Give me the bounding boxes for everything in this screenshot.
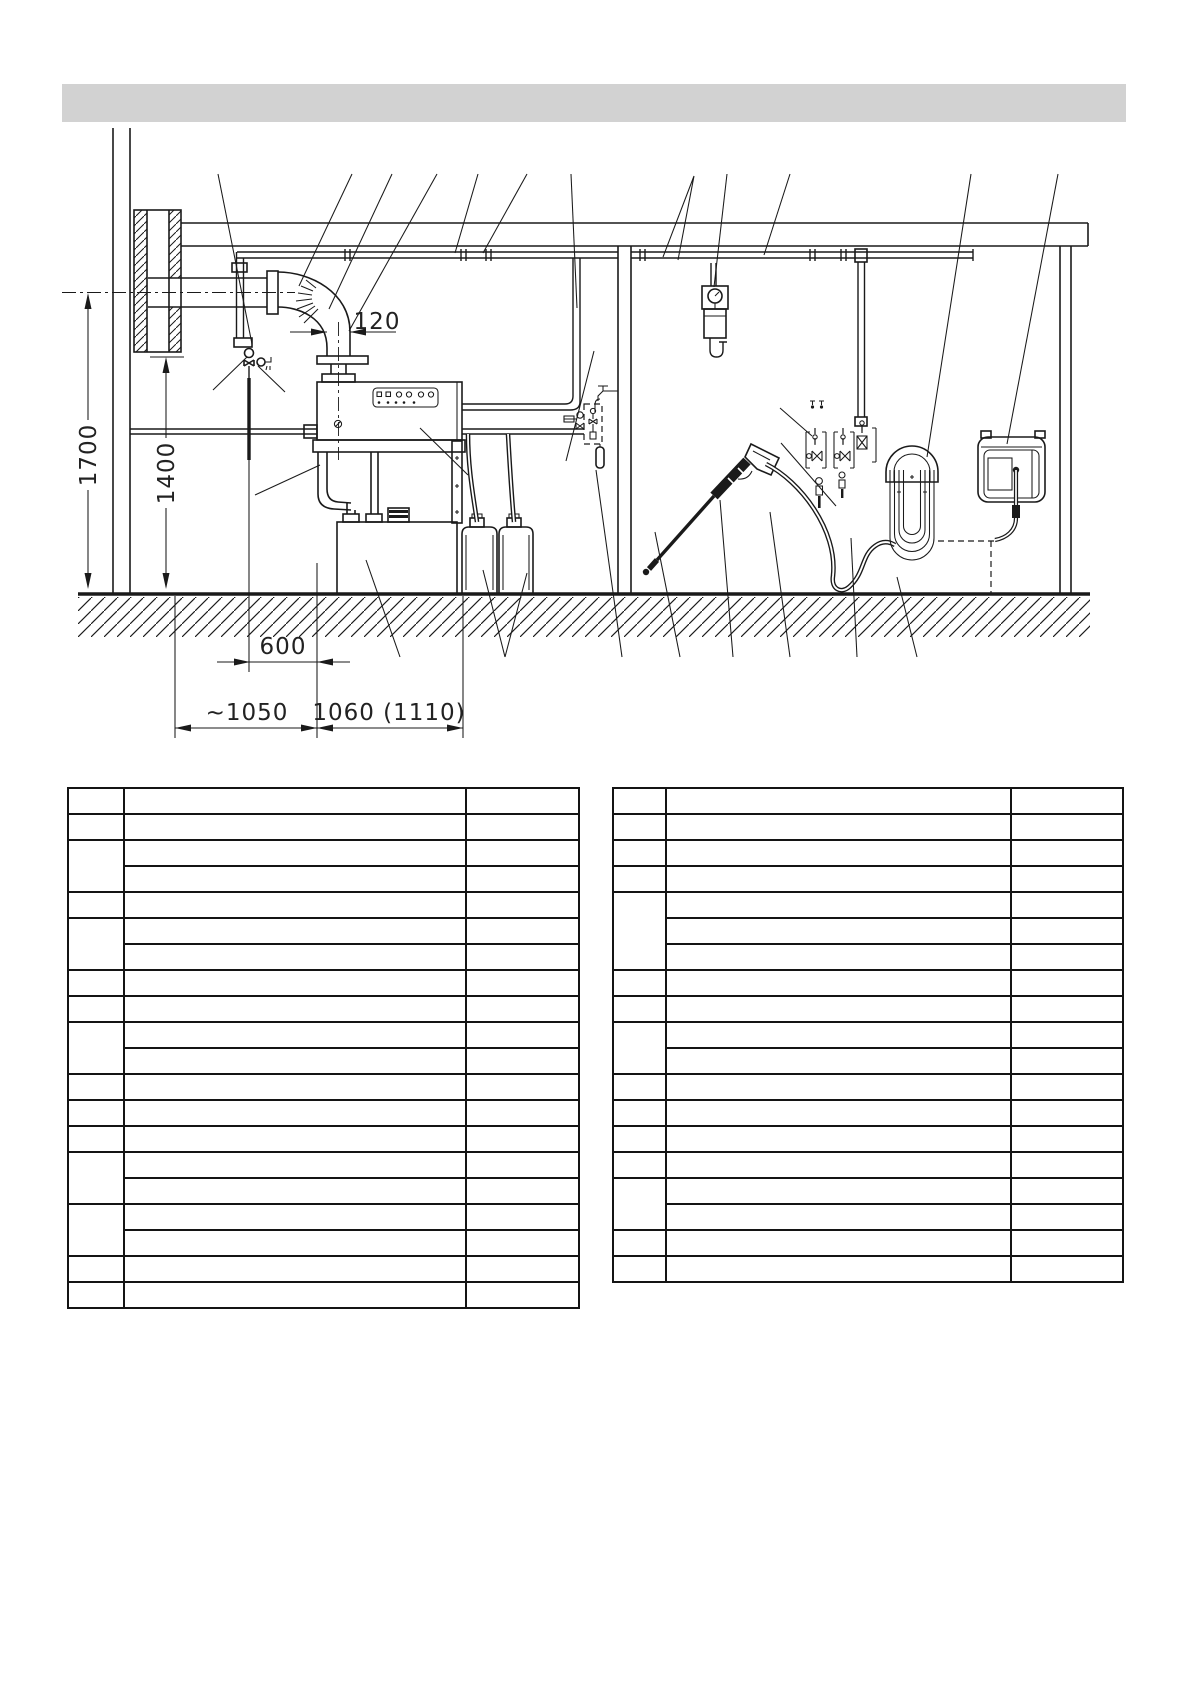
dim-600-label: 600 — [259, 634, 307, 660]
table-row — [68, 1230, 579, 1256]
hp-hose — [766, 464, 895, 590]
order-number-cell — [1011, 1048, 1123, 1074]
description-cell — [124, 814, 466, 840]
table-row — [613, 1230, 1123, 1256]
order-number-cell — [1011, 1126, 1123, 1152]
item-number-cell — [613, 1152, 666, 1178]
item-number-cell — [613, 1230, 666, 1256]
order-number-cell — [466, 1178, 579, 1204]
table-row — [613, 892, 1123, 918]
table-row — [613, 1126, 1123, 1152]
table-row — [68, 814, 579, 840]
item-number-cell — [613, 788, 666, 814]
hose-reel — [938, 431, 1045, 594]
item-number-cell — [68, 892, 124, 918]
table-row — [613, 1256, 1123, 1282]
table-row — [613, 1178, 1123, 1204]
description-cell — [124, 1126, 466, 1152]
description-cell — [666, 1048, 1011, 1074]
item-number-cell — [68, 970, 124, 996]
description-cell — [124, 1204, 466, 1230]
table-row — [613, 944, 1123, 970]
item-number-cell — [613, 996, 666, 1022]
order-number-cell — [466, 840, 579, 866]
description-cell — [666, 866, 1011, 892]
description-cell — [666, 892, 1011, 918]
table-row — [613, 1074, 1123, 1100]
dimension-1700 — [74, 293, 102, 589]
description-cell — [666, 1230, 1011, 1256]
description-cell — [124, 1022, 466, 1048]
table-row — [613, 918, 1123, 944]
description-cell — [666, 970, 1011, 996]
order-number-cell — [466, 866, 579, 892]
table-row — [613, 1048, 1123, 1074]
table-row — [613, 1022, 1123, 1048]
description-cell — [124, 840, 466, 866]
order-number-cell — [466, 1230, 579, 1256]
description-cell — [666, 1204, 1011, 1230]
order-number-cell — [466, 1100, 579, 1126]
description-cell — [124, 1282, 466, 1308]
table-row — [68, 866, 579, 892]
chimney — [134, 210, 181, 352]
item-number-cell — [613, 1022, 666, 1074]
order-number-cell — [1011, 1022, 1123, 1048]
description-cell — [124, 1074, 466, 1100]
description-cell — [666, 1256, 1011, 1282]
table-row — [613, 788, 1123, 814]
table-row — [68, 1100, 579, 1126]
item-number-cell — [68, 1022, 124, 1074]
description-cell — [666, 1126, 1011, 1152]
order-number-cell — [466, 918, 579, 944]
table-row — [613, 1152, 1123, 1178]
description-cell — [124, 1178, 466, 1204]
item-number-cell — [613, 814, 666, 840]
order-number-cell — [466, 892, 579, 918]
item-number-cell — [68, 840, 124, 892]
ceiling-piping — [232, 249, 973, 426]
order-number-cell — [466, 1126, 579, 1152]
description-cell — [666, 840, 1011, 866]
exhaust-flue-pipe — [62, 271, 368, 460]
control-panel — [373, 388, 438, 407]
order-number-cell — [1011, 814, 1123, 840]
item-number-cell — [613, 1100, 666, 1126]
item-number-cell — [68, 918, 124, 970]
dim-120-label: 120 — [353, 309, 401, 335]
item-number-cell — [613, 840, 666, 866]
order-number-cell — [1011, 892, 1123, 918]
dim-1400-label: 1400 — [154, 441, 180, 505]
order-number-cell — [1011, 996, 1123, 1022]
table-row — [68, 996, 579, 1022]
table-row — [68, 892, 579, 918]
description-cell — [124, 918, 466, 944]
dim-1700-label: 1700 — [76, 423, 102, 487]
dim-1050-label: ~1050 — [205, 700, 289, 726]
order-number-cell — [466, 1022, 579, 1048]
parts-table-right — [612, 787, 1124, 1283]
description-cell — [124, 1230, 466, 1256]
item-number-cell — [68, 1100, 124, 1126]
order-number-cell — [1011, 1100, 1123, 1126]
item-number-cell — [68, 1256, 124, 1282]
table-row — [613, 970, 1123, 996]
suction-hoses — [468, 434, 514, 522]
filler-cap-icon — [388, 508, 409, 522]
order-number-cell — [466, 1282, 579, 1308]
order-number-cell — [1011, 788, 1123, 814]
description-cell — [124, 866, 466, 892]
description-cell — [666, 1178, 1011, 1204]
order-number-cell — [1011, 1204, 1123, 1230]
item-number-cell — [613, 892, 666, 970]
description-cell — [666, 944, 1011, 970]
order-number-cell — [1011, 944, 1123, 970]
table-row — [68, 970, 579, 996]
table-row — [68, 1256, 579, 1282]
table-row — [613, 814, 1123, 840]
item-number-cell — [613, 866, 666, 892]
order-number-cell — [1011, 1178, 1123, 1204]
order-number-cell — [1011, 918, 1123, 944]
elbow-fan-icon — [296, 280, 318, 323]
description-cell — [666, 1152, 1011, 1178]
table-row — [613, 996, 1123, 1022]
fuel-tank — [318, 452, 457, 594]
item-number-cell — [68, 788, 124, 814]
item-number-cell — [68, 814, 124, 840]
order-number-cell — [466, 1204, 579, 1230]
table-row — [68, 1048, 579, 1074]
table-row — [613, 866, 1123, 892]
description-cell — [124, 1048, 466, 1074]
order-number-cell — [1011, 1230, 1123, 1256]
description-cell — [666, 1022, 1011, 1048]
description-cell — [124, 996, 466, 1022]
item-number-cell — [68, 1152, 124, 1204]
item-number-cell — [68, 996, 124, 1022]
item-number-cell — [68, 1126, 124, 1152]
detergent-canisters — [462, 514, 533, 594]
table-row — [68, 840, 579, 866]
table-row — [68, 1178, 579, 1204]
description-cell — [666, 918, 1011, 944]
item-number-cell — [613, 1126, 666, 1152]
table-row — [68, 1126, 579, 1152]
description-cell — [666, 1074, 1011, 1100]
order-number-cell — [1011, 1074, 1123, 1100]
pipe-unions — [345, 249, 846, 261]
table-row — [613, 840, 1123, 866]
dimension-1400 — [150, 357, 184, 589]
item-number-cell — [613, 970, 666, 996]
order-number-cell — [466, 970, 579, 996]
dim-1060-label: 1060 (1110) — [312, 700, 466, 726]
description-cell — [666, 996, 1011, 1022]
order-number-cell — [466, 944, 579, 970]
table-row — [613, 1204, 1123, 1230]
order-number-cell — [466, 1256, 579, 1282]
control-panel-indicators — [377, 392, 434, 404]
description-cell — [124, 970, 466, 996]
table-row — [68, 1022, 579, 1048]
anchor-screws-icon — [816, 472, 845, 508]
table-row — [68, 1282, 579, 1308]
description-cell — [666, 788, 1011, 814]
order-number-cell — [1011, 840, 1123, 866]
description-cell — [124, 1256, 466, 1282]
order-number-cell — [466, 996, 579, 1022]
wall-service-station — [462, 386, 618, 468]
table-row — [68, 1152, 579, 1178]
parts-table-left — [67, 787, 580, 1309]
description-cell — [124, 1100, 466, 1126]
description-cell — [124, 944, 466, 970]
description-cell — [666, 814, 1011, 840]
description-cell — [124, 788, 466, 814]
item-number-cell — [613, 1256, 666, 1282]
description-cell — [124, 1152, 466, 1178]
description-cell — [124, 892, 466, 918]
item-number-cell — [613, 1178, 666, 1230]
lance — [657, 496, 714, 560]
table-row — [68, 1074, 579, 1100]
order-number-cell — [1011, 1152, 1123, 1178]
order-number-cell — [1011, 970, 1123, 996]
table-row — [68, 1204, 579, 1230]
order-number-cell — [1011, 1256, 1123, 1282]
order-number-cell — [466, 788, 579, 814]
table-row — [68, 788, 579, 814]
order-number-cell — [466, 1074, 579, 1100]
table-row — [68, 918, 579, 944]
item-number-cell — [68, 1074, 124, 1100]
description-cell — [666, 1100, 1011, 1126]
spray-gun — [643, 444, 779, 575]
order-number-cell — [466, 1152, 579, 1178]
table-row — [68, 944, 579, 970]
order-number-cell — [466, 814, 579, 840]
item-number-cell — [68, 1282, 124, 1308]
order-number-cell — [1011, 866, 1123, 892]
item-number-cell — [613, 1074, 666, 1100]
order-number-cell — [466, 1048, 579, 1074]
floor-hatching — [78, 597, 1090, 637]
table-row — [613, 1100, 1123, 1126]
item-number-cell — [68, 1204, 124, 1256]
